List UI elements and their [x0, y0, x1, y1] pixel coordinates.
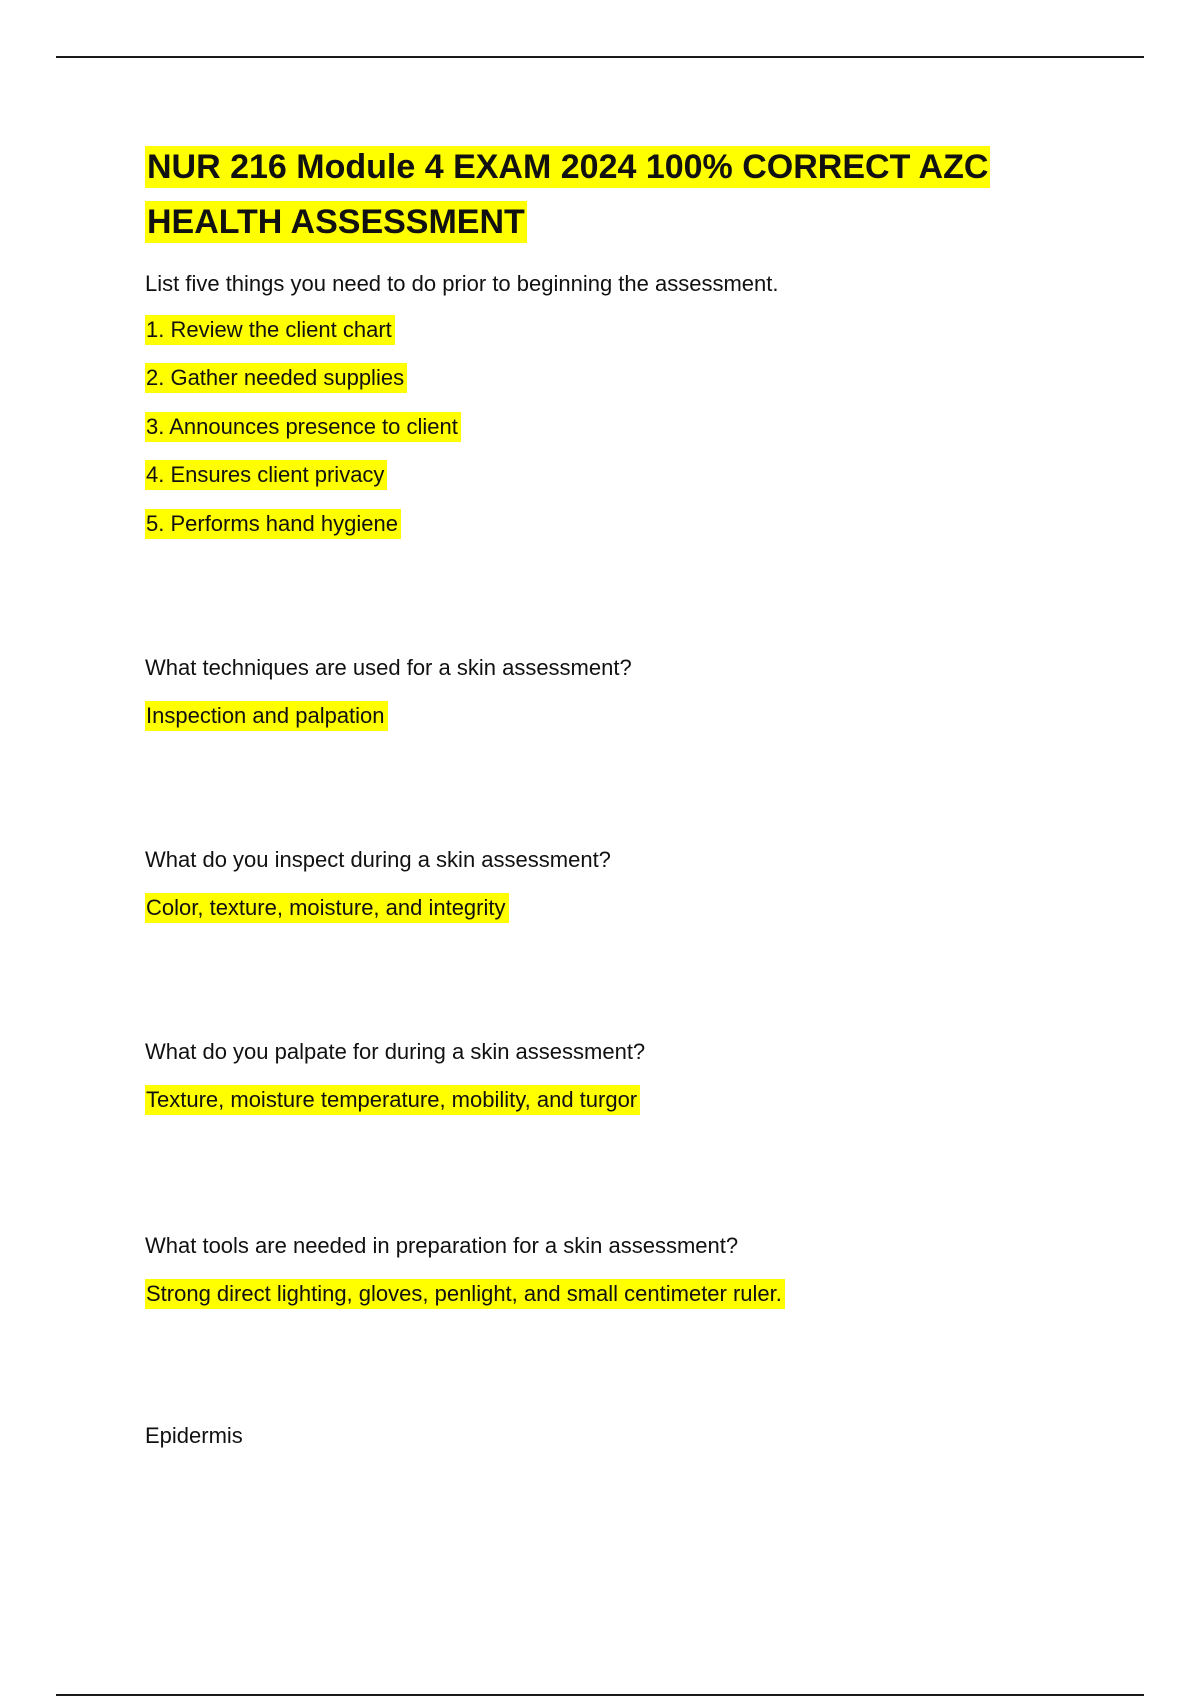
prep-step [145, 411, 461, 443]
answer-2-line [145, 892, 509, 924]
answer-4: Strong direct lighting, gloves, penlight, and small centimeter ruler. [145, 1279, 785, 1309]
question-4: What tools are needed in preparation for a skin assessment? [145, 1233, 739, 1258]
answer-3: Texture, moisture temperature, mobility, and turgor [145, 1085, 640, 1115]
prep-step [145, 314, 395, 346]
question-1: What techniques are used for a skin assessment? [145, 655, 632, 680]
answer-2: Color, texture, moisture, and integrity [145, 893, 509, 923]
bottom-rule [56, 1694, 1144, 1696]
prep-step [145, 459, 387, 491]
document-title [145, 140, 1045, 250]
question-2: What do you inspect during a skin assessment? [145, 847, 611, 872]
prep-step [145, 508, 401, 540]
question-3: What do you palpate for during a skin assessment? [145, 1039, 646, 1064]
title-line-2: HEALTH ASSESSMENT [147, 203, 525, 241]
prep-step-4: 4. Ensures client privacy [145, 460, 387, 490]
intro-question: List five things you need to do prior to beginning the assessment. [145, 271, 779, 296]
answer-4-line [145, 1278, 785, 1310]
prep-step-5: 5. Performs hand hygiene [145, 509, 401, 539]
prep-step-3: 3. Announces presence to client [145, 412, 461, 442]
answer-1-line [145, 700, 388, 732]
prep-step-1: 1. Review the client chart [145, 315, 395, 345]
prep-step-2: 2. Gather needed supplies [145, 363, 407, 393]
answer-3-line [145, 1084, 640, 1116]
answer-1: Inspection and palpation [145, 701, 388, 731]
top-rule [56, 56, 1144, 58]
next-term: Epidermis [145, 1423, 243, 1448]
prep-step [145, 362, 407, 394]
title-line-1: NUR 216 Module 4 EXAM 2024 100% CORRECT AZC [147, 148, 989, 186]
